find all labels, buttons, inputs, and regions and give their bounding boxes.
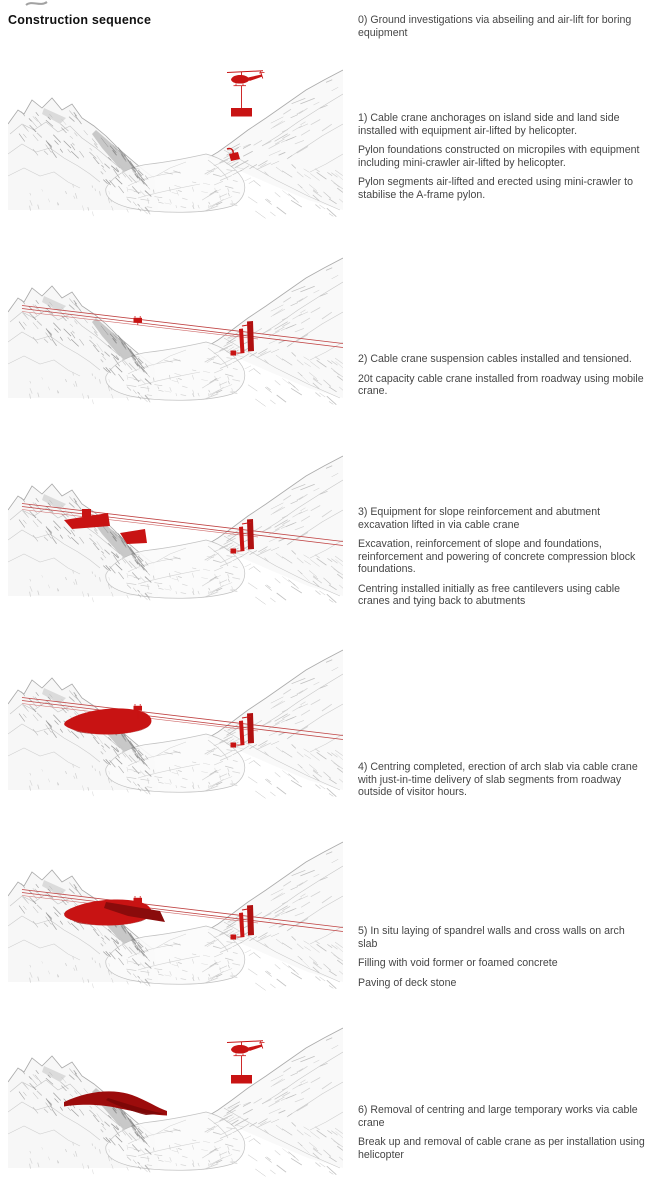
stage-0-1-illustration [8, 60, 343, 238]
crop-smudge [0, 0, 60, 10]
sling-load-icon [231, 108, 252, 117]
stage-6-paragraph: 6) Removal of centring and large temporary works via cable crane [358, 1104, 638, 1129]
stage-6-paragraph: Break up and removal of cable crane as per installation using helicopter [358, 1136, 645, 1161]
stage-5-text [358, 925, 646, 996]
stage-1-text [358, 112, 646, 208]
stage-3-text [358, 506, 646, 615]
stage-6-text [358, 1104, 646, 1168]
stage-3-paragraph: Centring installed initially as free cantilevers using cable cranes and tying back to abutments [358, 582, 621, 607]
stage-4-paragraph: 4) Centring completed, erection of arch slab via cable crane with just-in-time delivery of slab segments from roadway outside of visitor hours. [358, 761, 638, 798]
stage-2-text [358, 353, 646, 405]
cable-crane-trolley-icon [134, 316, 143, 325]
stage-6-illustration [8, 1018, 343, 1196]
helicopter-icon [227, 1041, 265, 1084]
stage-4-text [358, 761, 646, 806]
stage-2-paragraph: 20t capacity cable crane installed from roadway using mobile crane. [358, 372, 644, 397]
stage-1-paragraph: 1) Cable crane anchorages on island side and land side installed with equipment air-lifted by helicopter. [358, 112, 620, 137]
stage-2-illustration [8, 248, 343, 426]
stage-3-paragraph: Excavation, reinforcement of slope and foundations, reinforcement and powering of concrete compression block foundations. [358, 538, 636, 575]
stage-0-paragraph: 0) Ground investigations via abseiling and air-lift for boring equipment [358, 14, 632, 39]
page-title: Construction sequence [8, 13, 152, 27]
helicopter-icon [227, 71, 265, 117]
stage-1-paragraph: Pylon segments air-lifted and erected using mini-crawler to stabilise the A-frame pylon. [358, 176, 633, 201]
stage-2-paragraph: 2) Cable crane suspension cables installed and tensioned. [358, 353, 632, 365]
stage-1-paragraph: Pylon foundations constructed on micropiles with equipment including mini-crawler air-lifted by helicopter. [358, 144, 640, 169]
sling-load-icon [231, 1075, 252, 1084]
stage-5-paragraph: 5) In situ laying of spandrel walls and cross walls on arch slab [358, 925, 625, 950]
stage-3-illustration [8, 446, 343, 624]
stage-3-paragraph: 3) Equipment for slope reinforcement and abutment excavation lifted in via cable crane [358, 506, 601, 531]
stage-5-paragraph: Filling with void former or foamed concrete [358, 957, 558, 969]
stage-5-illustration [8, 832, 343, 1010]
stage-4-illustration [8, 640, 343, 818]
stage-0-text [358, 14, 646, 46]
stage-5-paragraph: Paving of deck stone [358, 976, 457, 989]
equipment-box-icon [82, 509, 91, 517]
